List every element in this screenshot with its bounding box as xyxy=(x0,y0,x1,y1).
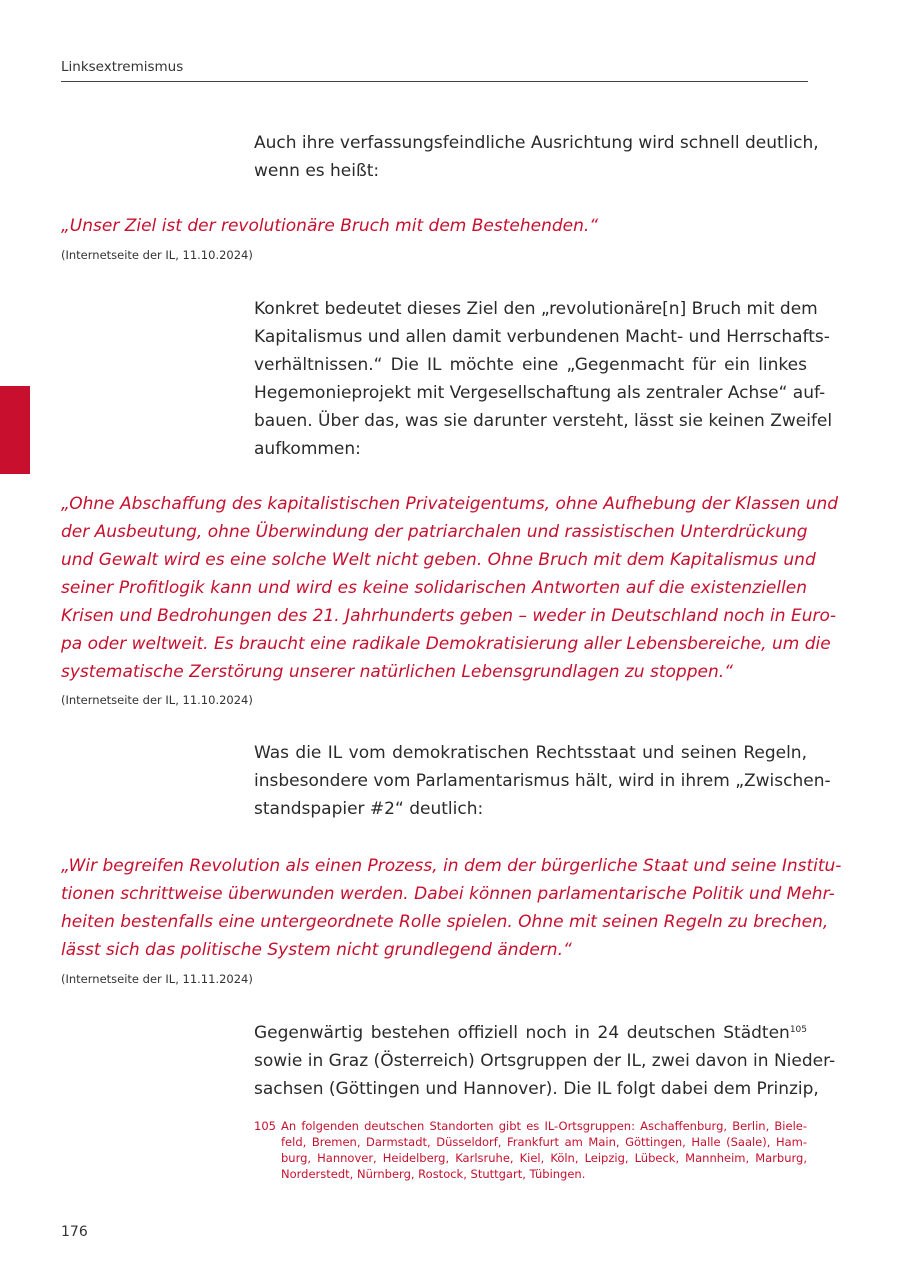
quote-line: pa oder weltweit. Es braucht eine radikale Demokratisierung aller Lebensbereiche, um die xyxy=(61,634,831,654)
footnote-reference[interactable]: 105 xyxy=(789,1025,807,1035)
footnote-line: Norderstedt, Nürnberg, Rostock, Stuttgart, Tübingen. xyxy=(281,1167,586,1181)
quote-line: Krisen und Bedrohungen des 21. Jahrhunderts geben – weder in Deutschland noch in Euro- xyxy=(61,606,836,626)
text-line: Gegenwärtig bestehen offiziell noch in 24 deutschen Städten$^{105}$ xyxy=(254,1023,807,1043)
page-number: 176 xyxy=(61,1224,88,1240)
footnote-line: An folgenden deutschen Standorten gibt es IL-Ortsgruppen: Aschaffenburg, Berlin, Biele- xyxy=(281,1119,807,1133)
paragraph-3 xyxy=(254,739,831,823)
quote-citation: (Internetseite der IL, 11.11.2024) xyxy=(61,972,253,986)
quote-line: „Unser Ziel ist der revolutionäre Bruch mit dem Bestehenden.“ xyxy=(61,216,599,236)
footnote-number: 105 xyxy=(254,1119,276,1133)
quote-line: lässt sich das politische System nicht grundlegend ändern.“ xyxy=(61,940,572,960)
text-line: bauen. Über das, was sie darunter versteht, lässt sie keinen Zweifel xyxy=(254,411,833,431)
text-line: aufkommen: xyxy=(254,439,361,459)
paragraph-1 xyxy=(254,129,819,185)
text-line: Was die IL vom demokratischen Rechtsstaat und seinen Regeln, xyxy=(254,743,807,763)
chapter-marker xyxy=(0,386,30,474)
footnote-line: feld, Bremen, Darmstadt, Düsseldorf, Frankfurt am Main, Göttingen, Halle (Saale), Ham- xyxy=(281,1135,807,1149)
paragraph-2 xyxy=(254,295,833,463)
text-line: sowie in Graz (Österreich) Ortsgruppen der IL, zwei davon in Nieder- xyxy=(254,1051,836,1071)
text-line: verhältnissen.“ Die IL möchte eine „Gegenmacht für ein linkes xyxy=(254,355,807,375)
text-line: Hegemonieprojekt mit Vergesellschaftung als zentraler Achse“ auf- xyxy=(254,383,826,403)
text-line: Kapitalismus und allen damit verbundenen Macht- und Herrschafts- xyxy=(254,327,830,347)
text-line: Konkret bedeutet dieses Ziel den „revolutionäre[n] Bruch mit dem xyxy=(254,299,818,319)
paragraph-4 xyxy=(254,1019,836,1103)
header-rule xyxy=(61,81,808,82)
quote-line: tionen schrittweise überwunden werden. Dabei können parlamentarische Politik und Mehr- xyxy=(61,884,835,904)
quote-line: „Ohne Abschaffung des kapitalistischen Privateigentums, ohne Aufhebung der Klassen und xyxy=(61,494,839,514)
quote-citation: (Internetseite der IL, 11.10.2024) xyxy=(61,248,253,262)
footnote xyxy=(254,1118,807,1182)
quote-line: und Gewalt wird es eine solche Welt nicht geben. Ohne Bruch mit dem Kapitalismus und xyxy=(61,550,816,570)
running-header: Linksextremismus xyxy=(61,59,184,75)
quote-2 xyxy=(61,490,839,686)
quote-line: seiner Profitlogik kann und wird es keine solidarischen Antworten auf die existenziellen xyxy=(61,578,807,598)
text-line: Auch ihre verfassungsfeindliche Ausrichtung wird schnell deutlich, xyxy=(254,133,819,153)
text-line: sachsen (Göttingen und Hannover). Die IL folgt dabei dem Prinzip, xyxy=(254,1079,819,1099)
quote-line: „Wir begreifen Revolution als einen Prozess, in dem der bürgerliche Staat und seine Institu- xyxy=(61,856,842,876)
text-line: insbesondere vom Parlamentarismus hält, wird in ihrem „Zwischen- xyxy=(254,771,831,791)
quote-line: heiten bestenfalls eine untergeordnete Rolle spielen. Ohne mit seinen Regeln zu brechen, xyxy=(61,912,829,932)
text-line: wenn es heißt: xyxy=(254,161,380,181)
quote-line: systematische Zerstörung unserer natürlichen Lebensgrundlagen zu stoppen.“ xyxy=(61,662,733,682)
quote-1 xyxy=(61,212,807,240)
text-line: standspapier #2“ deutlich: xyxy=(254,799,484,819)
quote-citation: (Internetseite der IL, 11.10.2024) xyxy=(61,693,253,707)
quote-3 xyxy=(61,852,842,964)
footnote-line: burg, Hannover, Heidelberg, Karlsruhe, Kiel, Köln, Leipzig, Lübeck, Mannheim, Marburg, xyxy=(281,1151,807,1165)
quote-line: der Ausbeutung, ohne Überwindung der patriarchalen und rassistischen Unterdrückung xyxy=(61,522,808,542)
